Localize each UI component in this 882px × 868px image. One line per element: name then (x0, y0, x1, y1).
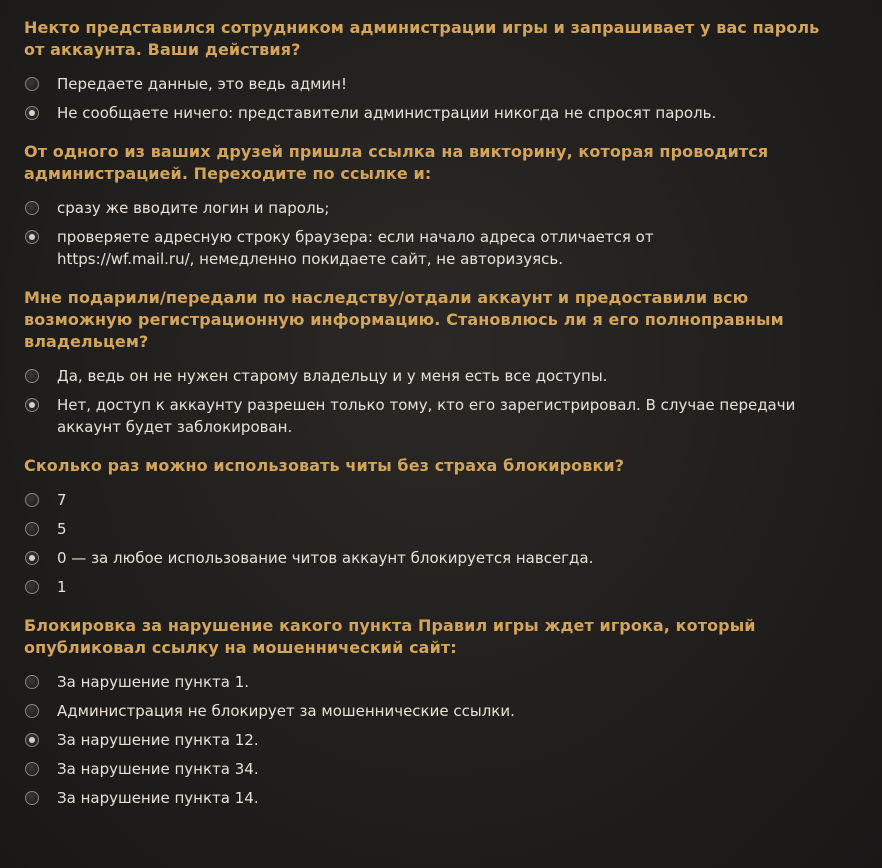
option-label: сразу же вводите логин и пароль; (57, 199, 330, 217)
question-4-option-4[interactable] (24, 576, 862, 598)
question-3-title: Мне подарили/передали по наследству/отдали аккаунт и предоставили всю возможную регистрационную информацию. Становлюсь ли я его полноправным владельцем? (24, 288, 784, 351)
question-3 (24, 287, 862, 438)
question-3-option-1[interactable] (24, 365, 862, 387)
radio-button[interactable] (25, 762, 39, 776)
question-5-option-5[interactable] (24, 787, 862, 809)
question-5 (24, 615, 862, 809)
option-label: проверяете адресную строку браузера: если начало адреса отличается от https://wf.mail.ru/, немедленно покидаете сайт, не авторизуясь. (57, 228, 654, 268)
radio-button-checked[interactable] (25, 398, 39, 412)
radio-button-checked[interactable] (25, 733, 39, 747)
question-5-option-4[interactable] (24, 758, 862, 780)
radio-button[interactable] (25, 201, 39, 215)
question-2-option-1[interactable] (24, 197, 862, 219)
question-4-option-2[interactable] (24, 518, 862, 540)
question-5-option-2[interactable] (24, 700, 862, 722)
radio-button-checked[interactable] (25, 106, 39, 120)
question-1-option-2[interactable] (24, 102, 862, 124)
option-label: За нарушение пункта 34. (57, 760, 259, 778)
option-label: За нарушение пункта 12. (57, 731, 259, 749)
question-2 (24, 141, 862, 270)
question-4-option-1[interactable] (24, 489, 862, 511)
option-label: Не сообщаете ничего: представители администрации никогда не спросят пароль. (57, 104, 717, 122)
question-5-option-1[interactable] (24, 671, 862, 693)
question-5-title: Блокировка за нарушение какого пункта Правил игры ждет игрока, который опубликовал ссылку на мошеннический сайт: (24, 616, 756, 657)
question-1-option-1[interactable] (24, 73, 862, 95)
radio-button-checked[interactable] (25, 230, 39, 244)
radio-button-checked[interactable] (25, 551, 39, 565)
question-1 (24, 17, 862, 124)
question-3-option-2[interactable] (24, 394, 862, 438)
option-label: За нарушение пункта 14. (57, 789, 259, 807)
option-label: Да, ведь он не нужен старому владельцу и у меня есть все доступы. (57, 367, 608, 385)
radio-button[interactable] (25, 791, 39, 805)
question-5-option-3[interactable] (24, 729, 862, 751)
question-1-title: Некто представился сотрудником администрации игры и запрашивает у вас пароль от аккаунта. Ваши действия? (24, 18, 820, 59)
option-label: За нарушение пункта 1. (57, 673, 250, 691)
radio-button[interactable] (25, 522, 39, 536)
radio-button[interactable] (25, 675, 39, 689)
option-label: 1 (57, 578, 67, 596)
radio-button[interactable] (25, 77, 39, 91)
option-label: 7 (57, 491, 67, 509)
option-label: 0 — за любое использование читов аккаунт блокируется навсегда. (57, 549, 594, 567)
option-label: 5 (57, 520, 67, 538)
radio-button[interactable] (25, 493, 39, 507)
question-2-title: От одного из ваших друзей пришла ссылка на викторину, которая проводится администрацией. Переходите по ссылке и: (24, 142, 769, 183)
option-label: Администрация не блокирует за мошеннические ссылки. (57, 702, 515, 720)
option-label: Передаете данные, это ведь админ! (57, 75, 347, 93)
radio-button[interactable] (25, 369, 39, 383)
question-2-option-2[interactable] (24, 226, 862, 270)
option-label: Нет, доступ к аккаунту разрешен только тому, кто его зарегистрировал. В случае передачи аккаунт будет заблокирован. (57, 396, 796, 436)
radio-button[interactable] (25, 704, 39, 718)
question-4-option-3[interactable] (24, 547, 862, 569)
question-4 (24, 455, 862, 598)
radio-button[interactable] (25, 580, 39, 594)
question-4-title: Сколько раз можно использовать читы без страха блокировки? (24, 456, 625, 475)
